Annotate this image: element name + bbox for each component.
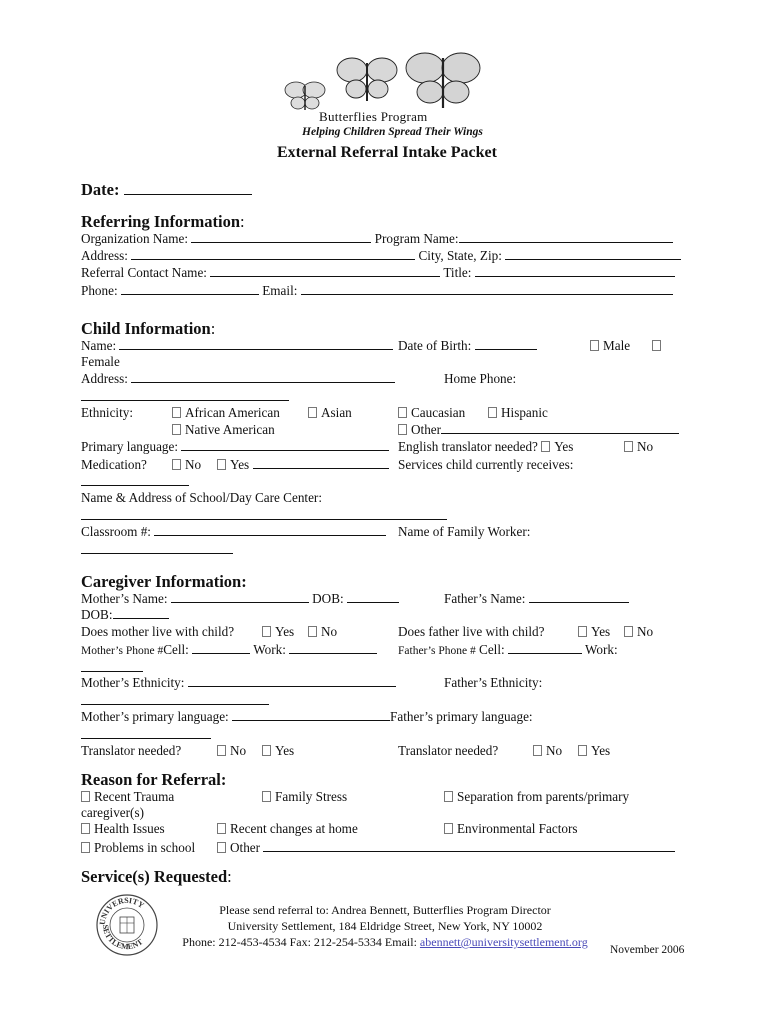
child-heading: Child Information [81,319,211,338]
date-label: Date: [81,180,120,199]
father-translator-yes-checkbox[interactable] [578,745,587,756]
medication-field[interactable] [253,457,389,469]
father-language-label: Father’s primary language: [390,709,533,724]
school-field[interactable] [81,508,447,520]
native-american-label: Native American [185,422,275,437]
other-ethnicity-checkbox[interactable] [398,424,407,435]
female-checkbox[interactable] [652,340,661,351]
environmental-label: Environmental Factors [457,821,578,836]
father-live-yes-checkbox[interactable] [578,626,587,637]
services-field[interactable] [81,474,189,486]
org-name-label: Organization Name: [81,231,189,246]
mother-live-no-label: No [321,624,338,639]
mother-live-label: Does mother live with child? [81,624,235,639]
logo-tagline: Helping Children Spread Their Wings [302,126,483,138]
father-translator-label: Translator needed? [398,743,499,758]
male-label: Male [603,338,631,353]
other-reason-label: Other [230,840,261,855]
mother-translator-no-checkbox[interactable] [217,745,226,756]
dob-label: Date of Birth: [398,338,472,353]
asian-label: Asian [321,405,352,420]
referring-heading: Referring Information [81,212,241,231]
other-reason-checkbox[interactable] [217,842,226,853]
family-stress-label: Family Stress [275,789,348,804]
school-problems-checkbox[interactable] [81,842,90,853]
father-language-field[interactable] [81,727,211,739]
mother-dob-label: DOB: [312,591,344,606]
page-title: External Referral Intake Packet [277,144,497,161]
mother-cell-label: Cell: [163,642,189,657]
father-live-label: Does father live with child? [398,624,545,639]
address-label: Address: [81,248,128,263]
city-label: City, State, Zip: [418,248,502,263]
email-label: Email: [262,283,298,298]
logo-program-name: Butterflies Program [319,109,428,124]
medication-no-label: No [185,457,202,472]
mother-language-field[interactable] [232,709,390,721]
african-american-checkbox[interactable] [172,407,181,418]
mother-work-label: Work: [253,642,286,657]
father-translator-no-label: No [546,743,563,758]
classroom-label: Classroom #: [81,524,151,539]
mother-translator-label: Translator needed? [81,743,182,758]
medication-no-checkbox[interactable] [172,459,181,470]
hispanic-checkbox[interactable] [488,407,497,418]
org-name-field[interactable] [191,231,371,243]
contact-field[interactable] [210,265,440,277]
home-phone-label: Home Phone: [444,371,517,386]
reason-heading: Reason for Referral: [81,770,227,789]
trauma-label: Recent Trauma [94,789,175,804]
child-address-field[interactable] [131,371,395,383]
mother-live-yes-checkbox[interactable] [262,626,271,637]
mother-phone-label: Mother’s Phone # [81,645,164,657]
other-ethnicity-field[interactable] [441,422,679,434]
ethnicity-label: Ethnicity: [81,405,134,420]
mother-name-field[interactable] [171,591,309,603]
medication-yes-label: Yes [230,457,250,472]
father-name-label: Father’s Name: [444,591,526,606]
translator-label: English translator needed? [398,439,538,454]
father-translator-yes-label: Yes [591,743,611,758]
city-field[interactable] [505,248,681,260]
asian-checkbox[interactable] [308,407,317,418]
caregiver-heading: Caregiver Information: [81,572,247,591]
medication-yes-checkbox[interactable] [217,459,226,470]
child-name-field[interactable] [119,338,393,350]
other-reason-field[interactable] [263,840,675,852]
phone-field[interactable] [121,283,259,295]
environmental-checkbox[interactable] [444,823,453,834]
father-dob-label: DOB: [81,607,113,622]
father-cell-label: Cell: [479,642,505,657]
father-ethnicity-field[interactable] [81,693,269,705]
footer-line-1: Please send referral to: Andrea Bennett, Butterflies Program Director [219,903,551,917]
african-american-label: African American [185,405,280,420]
primary-language-label: Primary language: [81,439,179,454]
trauma-checkbox[interactable] [81,791,90,802]
family-stress-checkbox[interactable] [262,791,271,802]
mother-cell-field[interactable] [192,642,250,654]
medication-label: Medication? [81,457,147,472]
father-phone-label: Father’s Phone # [398,645,476,657]
native-american-checkbox[interactable] [172,424,181,435]
father-work-label: Work: [585,642,618,657]
father-live-no-label: No [637,624,654,639]
father-work-field[interactable] [81,660,143,672]
father-cell-field[interactable] [508,642,582,654]
translator-yes-checkbox[interactable] [541,441,550,452]
separation-label-cont: caregiver(s) [81,805,144,820]
butterfly-icon [405,50,481,112]
home-phone-field[interactable] [81,389,289,401]
child-name-label: Name: [81,338,117,353]
mother-name-label: Mother’s Name: [81,591,168,606]
address-field[interactable] [131,248,415,260]
caucasian-checkbox[interactable] [398,407,407,418]
separation-label: Separation from parents/primary [457,789,630,804]
mother-dob-field[interactable] [347,591,399,603]
male-checkbox[interactable] [590,340,599,351]
father-live-no-checkbox[interactable] [624,626,633,637]
title-field[interactable] [475,265,675,277]
separation-checkbox[interactable] [444,791,453,802]
mother-ethnicity-field[interactable] [188,675,396,687]
child-address-label: Address: [81,371,128,386]
classroom-field[interactable] [154,524,386,536]
footer-date: November 2006 [610,944,685,956]
title-label: Title: [443,265,472,280]
contact-email-link[interactable]: abennett@universitysettlement.org [419,935,588,949]
health-label: Health Issues [94,821,165,836]
butterfly-icon [336,55,398,105]
health-checkbox[interactable] [81,823,90,834]
phone-label: Phone: [81,283,118,298]
changes-checkbox[interactable] [217,823,226,834]
school-label: Name & Address of School/Day Care Center: [81,490,322,505]
seal-top-text: UNIVERSITY [97,895,146,926]
referring-heading-colon: : [240,212,245,231]
translator-no-checkbox[interactable] [624,441,633,452]
female-label: Female [81,354,120,369]
father-live-yes-label: Yes [591,624,611,639]
mother-ethnicity-label: Mother’s Ethnicity: [81,675,185,690]
footer-line-3: Phone: 212-453-4534 Fax: 212-254-5334 Email: [182,935,420,949]
mother-work-field[interactable] [289,642,377,654]
father-dob-field[interactable] [113,607,169,619]
other-ethnicity-label: Other [411,422,442,437]
dob-field[interactable] [475,338,537,350]
father-name-field[interactable] [529,591,629,603]
seal-bottom-text: SETTLEMENT [100,924,145,952]
email-field[interactable] [301,283,673,295]
school-problems-label: Problems in school [94,840,196,855]
program-name-field[interactable] [459,231,673,243]
contact-label: Referral Contact Name: [81,265,207,280]
mother-translator-yes-label: Yes [275,743,295,758]
services-heading: Service(s) Requested [81,867,228,886]
father-translator-no-checkbox[interactable] [533,745,542,756]
family-worker-field[interactable] [81,542,233,554]
mother-translator-no-label: No [230,743,247,758]
translator-no-label: No [637,439,654,454]
changes-label: Recent changes at home [230,821,358,836]
translator-yes-label: Yes [554,439,574,454]
primary-language-field[interactable] [181,439,389,451]
mother-live-no-checkbox[interactable] [308,626,317,637]
family-worker-label: Name of Family Worker: [398,524,531,539]
date-field[interactable] [124,183,252,195]
services-heading-colon: : [227,867,232,886]
mother-translator-yes-checkbox[interactable] [262,745,271,756]
mother-language-label: Mother’s primary language: [81,709,229,724]
hispanic-label: Hispanic [501,405,548,420]
mother-live-yes-label: Yes [275,624,295,639]
child-heading-colon: : [210,319,216,338]
footer-line-2: University Settlement, 184 Eldridge Street, New York, NY 10002 [227,919,543,933]
father-ethnicity-label: Father’s Ethnicity: [444,675,543,690]
services-label: Services child currently receives: [398,457,574,472]
program-name-label: Program Name: [374,231,459,246]
caucasian-label: Caucasian [411,405,466,420]
